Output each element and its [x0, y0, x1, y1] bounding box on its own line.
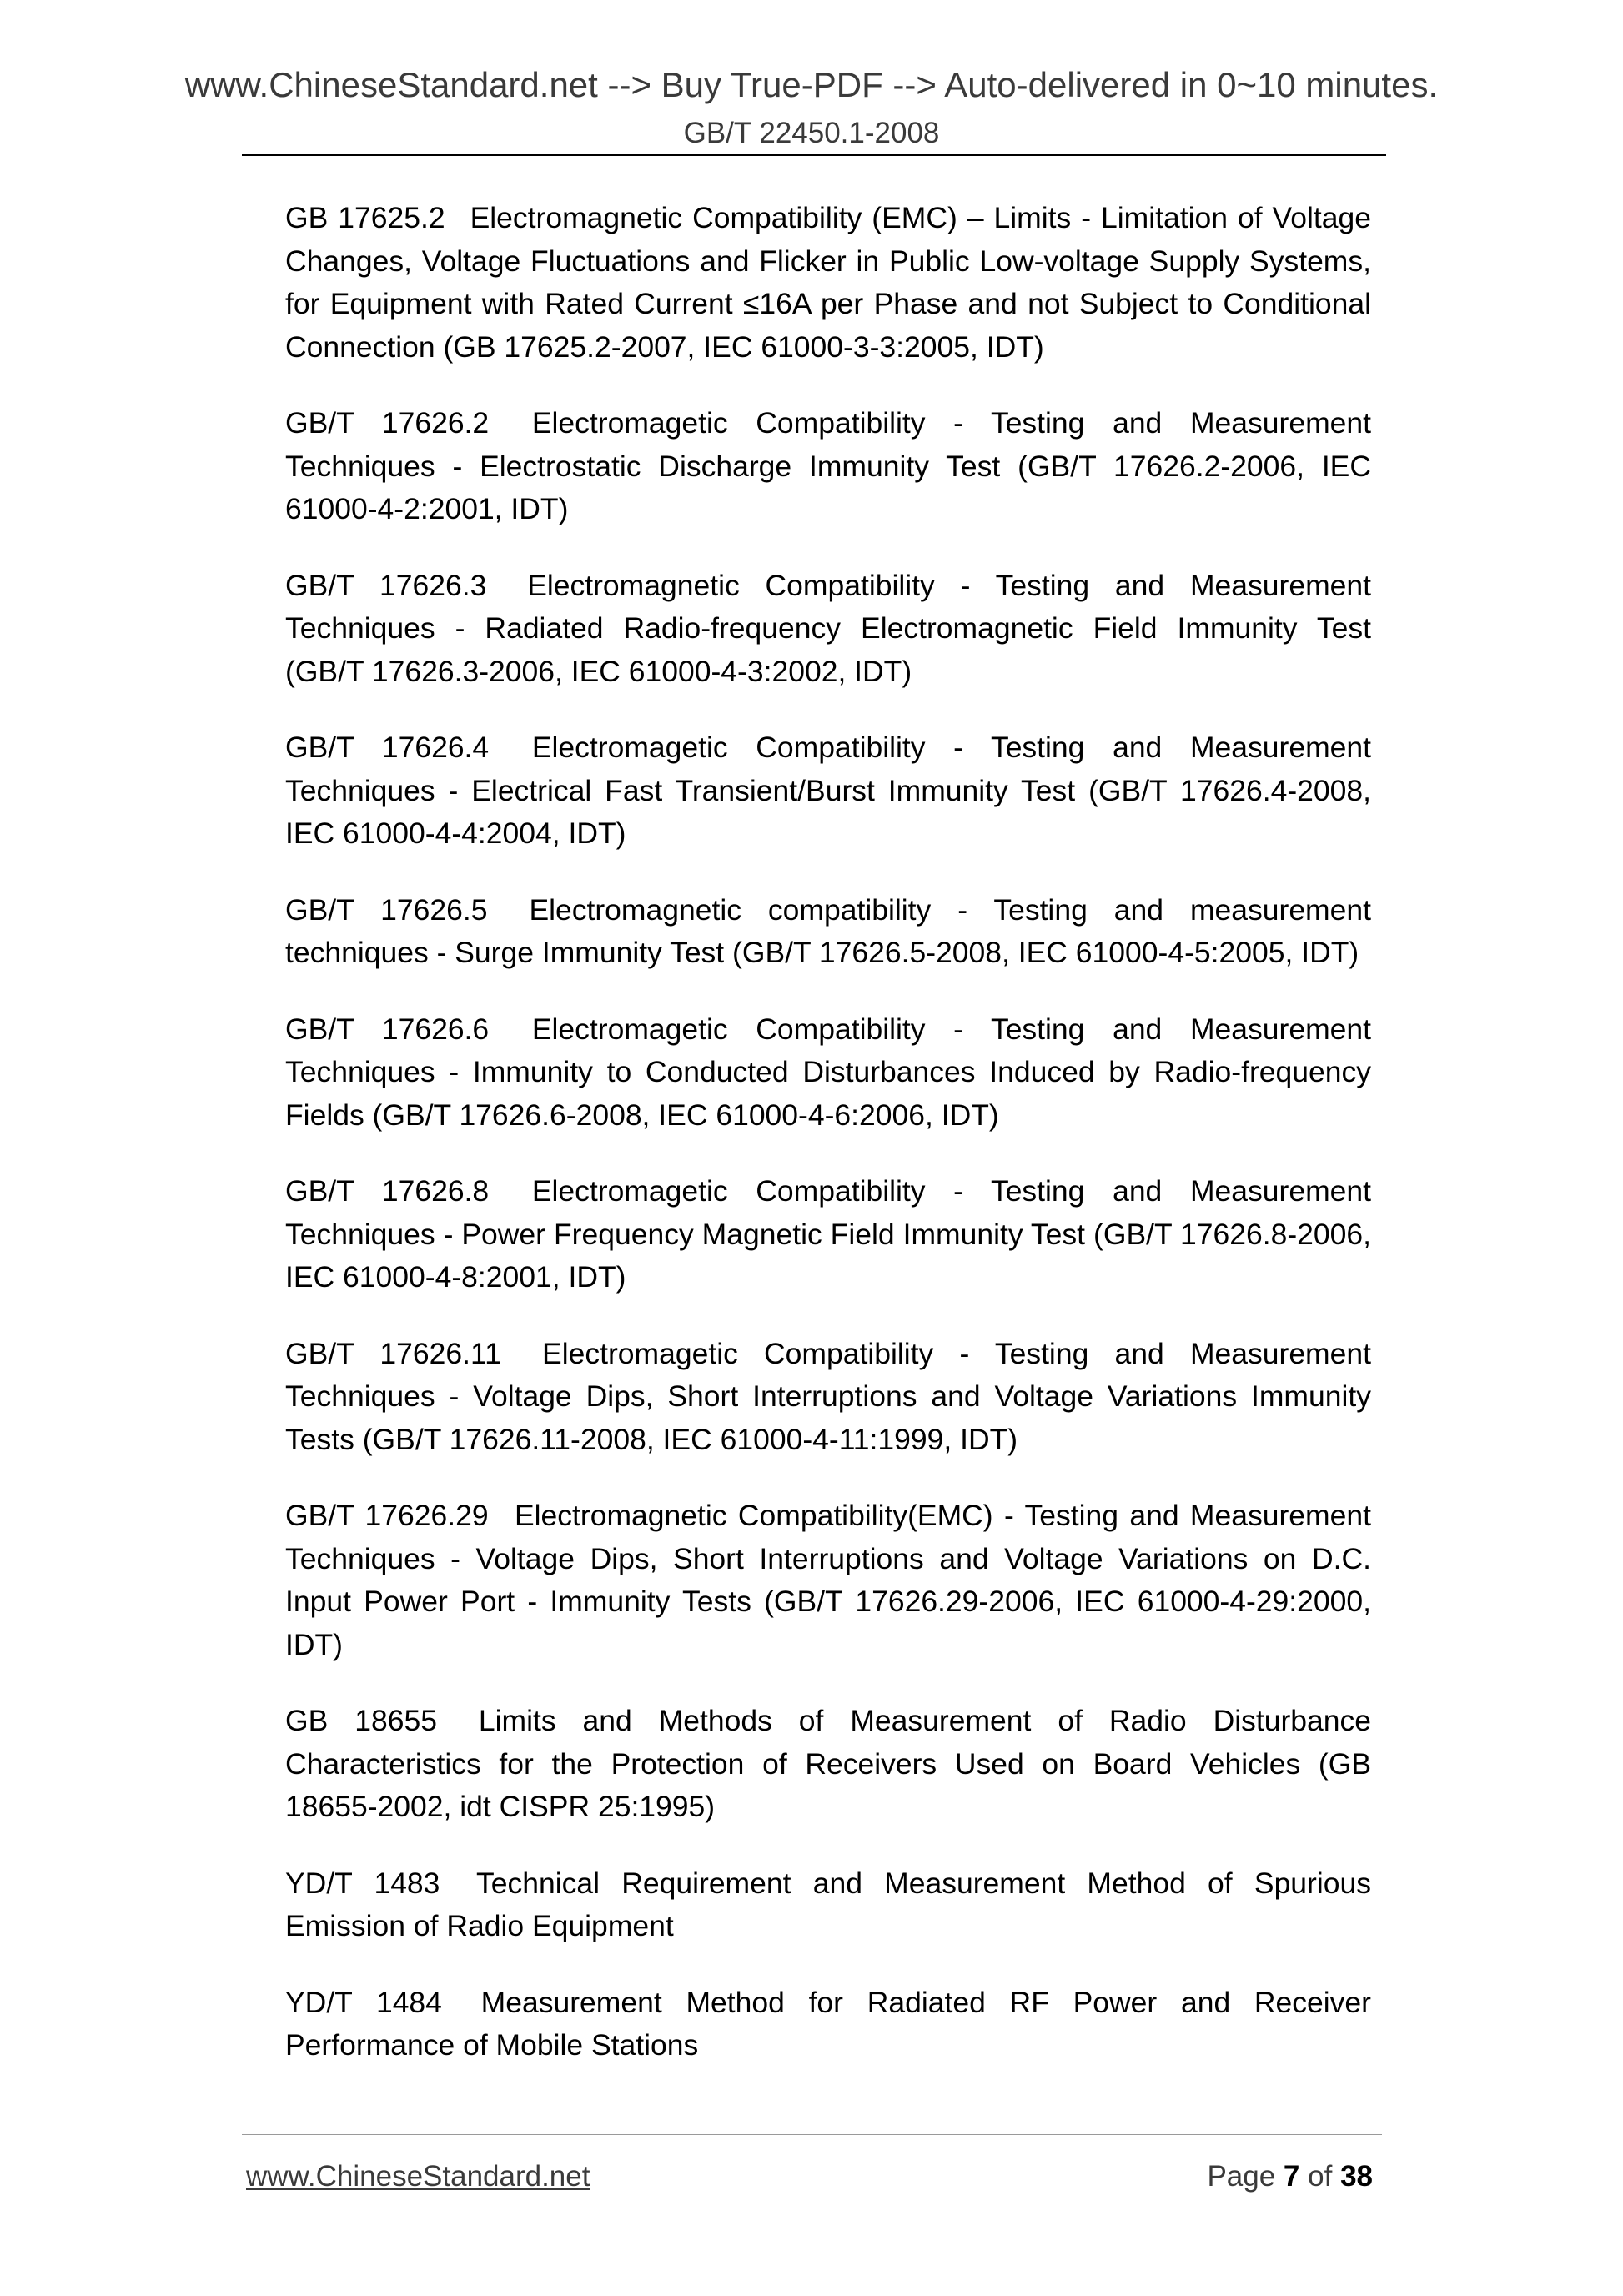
reference-code: GB/T 17626.11: [285, 1336, 501, 1370]
reference-code: GB 18655: [285, 1704, 437, 1737]
reference-title: Electromagnetic compatibility - Testing and measurement techniques - Surge Immunity Test (GB/T 17626.5-2008, IEC 61000-4-5:2005, IDT): [285, 892, 1371, 969]
reference-entry: [285, 402, 1371, 531]
reference-entry: [285, 565, 1371, 694]
reference-entry: [285, 197, 1371, 369]
page-prefix: Page: [1207, 2160, 1276, 2193]
reference-entry: [285, 1862, 1371, 1948]
footer-divider: [242, 2134, 1382, 2135]
reference-code: GB/T 17626.6: [285, 1012, 490, 1046]
reference-code: GB/T 17626.2: [285, 406, 490, 440]
reference-title: Electromagetic Compatibility - Testing and Measurement Techniques - Electrostatic Discharge Immunity Test (GB/T 17626.2-2006, IEC 61000-4-2:2001, IDT): [285, 406, 1371, 525]
header-standard-number: GB/T 22450.1-2008: [683, 117, 940, 149]
header-divider: [242, 154, 1386, 156]
reference-code: YD/T 1483: [285, 1866, 440, 1900]
page-current: 7: [1283, 2160, 1300, 2193]
reference-entry: [285, 726, 1371, 856]
reference-title: Electromagetic Compatibility - Testing and Measurement Techniques - Immunity to Conducted Disturbances Induced by Radio-frequency Fields (GB/T 17626.6-2008, IEC 61000-4-6:2006, IDT): [285, 1012, 1371, 1132]
page-total: 38: [1340, 2160, 1373, 2193]
reference-code: GB/T 17626.4: [285, 731, 490, 764]
reference-title: Electromagnetic Compatibility (EMC) – Limits - Limitation of Voltage Changes, Voltage Fluctuations and Flicker in Public Low-voltage Supply Systems, for Equipment with Rated Current ≤16A per Phase and not Subject to Conditional Connection (GB 17625.2-2007, IEC 61000-3-3:2005, IDT): [285, 201, 1371, 364]
reference-entry: [285, 1982, 1371, 2067]
reference-code: YD/T 1484: [285, 1985, 442, 2019]
reference-entry: [285, 1170, 1371, 1299]
reference-code: GB/T 17626.5: [285, 892, 488, 927]
footer-site-link[interactable]: www.ChineseStandard.net: [246, 2160, 590, 2193]
reference-title: Electromagetic Compatibility - Testing and Measurement Techniques - Power Frequency Magnetic Field Immunity Test (GB/T 17626.8-2006, IEC 61000-4-8:2001, IDT): [285, 1174, 1371, 1294]
reference-entry: [285, 889, 1371, 975]
reference-title: Technical Requirement and Measurement Method of Spurious Emission of Radio Equipment: [285, 1866, 1371, 1942]
reference-title: Electromagnetic Compatibility - Testing and Measurement Techniques - Radiated Radio-frequency Electromagnetic Field Immunity Test (GB/T 17626.3-2006, IEC 61000-4-3:2002, IDT): [285, 568, 1371, 688]
reference-title: Limits and Methods of Measurement of Radio Disturbance Characteristics for the Protection of Receivers Used on Board Vehicles (GB 18655-2002, idt CISPR 25:1995): [285, 1704, 1371, 1823]
normative-references-list: [285, 197, 1371, 2101]
reference-title: Measurement Method for Radiated RF Power and Receiver Performance of Mobile Stations: [285, 1985, 1371, 2062]
reference-entry: [285, 1008, 1371, 1138]
reference-code: GB 17625.2: [285, 201, 445, 234]
reference-code: GB/T 17626.8: [285, 1174, 490, 1208]
reference-title: Electromagetic Compatibility - Testing and Measurement Techniques - Electrical Fast Transient/Burst Immunity Test (GB/T 17626.4-2008, IEC 61000-4-4:2004, IDT): [285, 731, 1371, 850]
reference-code: GB/T 17626.3: [285, 568, 487, 602]
reference-entry: [285, 1700, 1371, 1829]
header-banner: www.ChineseStandard.net --> Buy True-PDF --> Auto-delivered in 0~10 minutes.: [184, 65, 1439, 104]
reference-title: Electromagnetic Compatibility(EMC) - Testing and Measurement Techniques - Voltage Dips, Short Interruptions and Voltage Variations on D.C. Input Power Port - Immunity Tests (GB/T 17626.29-2006, IEC 61000-4-29:2000, IDT): [285, 1499, 1371, 1661]
reference-entry: [285, 1333, 1371, 1462]
reference-entry: [285, 1495, 1371, 1666]
page-indicator: [1207, 2160, 1373, 2193]
reference-title: Electromagetic Compatibility - Testing and Measurement Techniques - Voltage Dips, Short Interruptions and Voltage Variations Immunity Tests (GB/T 17626.11-2008, IEC 61000-4-11:1999, IDT): [285, 1336, 1371, 1456]
page-of: of: [1308, 2160, 1333, 2193]
reference-code: GB/T 17626.29: [285, 1499, 489, 1532]
